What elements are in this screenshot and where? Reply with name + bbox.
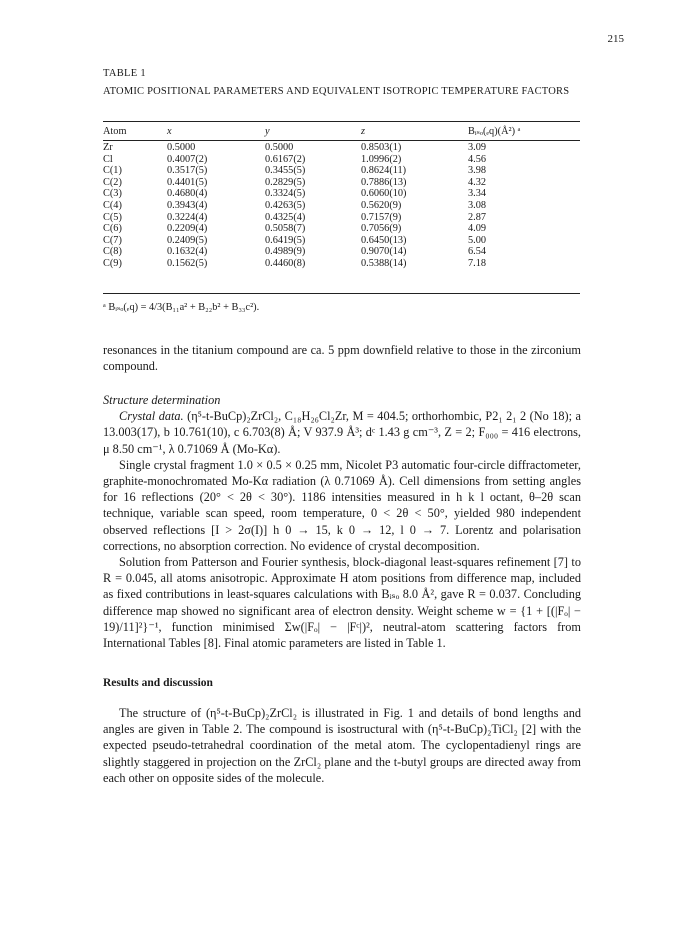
- table-cell: 4.09: [468, 223, 487, 235]
- column-header: Bᵢₛₒ(ₑq)(Å²) ᵃ: [468, 126, 521, 137]
- table-header-row: [103, 124, 580, 142]
- column-header: Atom: [103, 125, 127, 137]
- crystal-data-text: (η⁵-t-BuCp)₂ZrCl₂, C₁₈H₂₆Cl₂Zr, M = 404.5; orthorhombic, P2₁ 2₁ 2 (No 18); a 13.003(17), b 10.761(10), c 6.703(8) Å; V 937.9 Å³; dᶜ 1.43 g cm⁻³, Z = 2; F₀₀₀ = 416 electrons, μ 8.50 cm⁻¹, λ 0.71069 Å (Mo-Kα).: [103, 409, 582, 456]
- table-cell: C(1): [103, 165, 122, 177]
- column-header: z: [361, 125, 366, 137]
- table-footnote: ᵃ Bᵢₛₒ(ₑq) = 4/3(B₁₁a² + B₂₂b² + B₃₃c²).: [103, 302, 260, 313]
- table-cell: 0.3517(5): [167, 165, 208, 177]
- table-cell: 0.8503(1): [361, 142, 402, 153]
- table-row: [103, 258, 580, 270]
- table-row: [103, 246, 580, 258]
- table-row: [103, 165, 580, 177]
- table-cell: Zr: [103, 142, 113, 153]
- table-cell: 1.0996(2): [361, 153, 402, 165]
- table-row: [103, 200, 580, 212]
- table-cell: Cl: [103, 153, 113, 165]
- table-cell: 0.7157(9): [361, 211, 402, 223]
- column-header: y: [265, 125, 270, 137]
- table-cell: 0.7056(9): [361, 223, 402, 235]
- table-cell: 0.6419(5): [265, 234, 306, 246]
- refinement-paragraph: Solution from Patterson and Fourier synthesis, block-diagonal least-squares refinement [7] to R = 0.045, all atoms anisotropic. Approximate H atom positions from difference map, included as fixed contributions in least-squares calculations with Bᵢₛₒ 8.0 Å², gave R = 0.037. Concluding difference map showed no significant area of electron density. Weight scheme w = {1 + [(|Fₒ| − 19)/11]²}⁻¹, function minimised Σw(|Fₒ| − |Fᶜ|)², neutral-atom scattering factors from International Tables [8]. Final atomic parameters are listed in Table 1.: [103, 555, 581, 651]
- table-cell: 3.98: [468, 165, 487, 177]
- table-cell: 4.56: [468, 153, 487, 165]
- crystal-data-label: Crystal data.: [119, 409, 184, 424]
- crystal-data-paragraph: [103, 408, 581, 457]
- table-label: TABLE 1: [103, 68, 146, 79]
- table-cell: 0.4263(5): [265, 199, 306, 211]
- table-cell: 0.2829(5): [265, 176, 306, 188]
- table-row: [103, 177, 580, 189]
- table-cell: 0.4460(8): [265, 257, 306, 269]
- structure-section: [103, 392, 581, 651]
- table-cell: 0.3224(4): [167, 211, 208, 223]
- table-cell: 0.2409(5): [167, 234, 208, 246]
- table-cell: 4.32: [468, 176, 487, 188]
- table-cell: 0.1562(5): [167, 257, 208, 269]
- table-row: [103, 235, 580, 247]
- table-cell: 0.4325(4): [265, 211, 306, 223]
- table-cell: 0.8624(11): [361, 165, 407, 177]
- table-cell: 5.00: [468, 234, 487, 246]
- table-cell: C(7): [103, 234, 122, 246]
- table-cell: 2.87: [468, 211, 487, 223]
- table-cell: 0.5000: [167, 142, 196, 153]
- page-number: 215: [607, 33, 624, 45]
- intro-paragraph-block: [103, 342, 581, 374]
- table-row: [103, 188, 580, 200]
- table-bottom-rule: [103, 293, 580, 294]
- table-row: [103, 142, 580, 154]
- table-cell: 0.5000: [265, 142, 294, 153]
- table-cell: 0.6450(13): [361, 234, 407, 246]
- table-cell: C(3): [103, 188, 122, 200]
- table-cell: 0.4989(9): [265, 246, 306, 258]
- table-cell: 0.3455(5): [265, 165, 306, 177]
- table-row: [103, 154, 580, 166]
- table-cell: 7.18: [468, 257, 487, 269]
- table-cell: 0.2209(4): [167, 223, 208, 235]
- table-cell: 0.9070(14): [361, 246, 407, 258]
- table-row: [103, 223, 580, 235]
- data-collection-paragraph: Single crystal fragment 1.0 × 0.5 × 0.25 mm, Nicolet P3 automatic four-circle diffractometer, graphite-monochromated Mo-Kα radiation (λ 0.71069 Å). Cell dimensions from setting angles for 16 reflections (20° < 2θ < 30°). 1186 intensities measured in h k l octant, θ–2θ scan technique, variable scan speed, room temperature, 0 < 2θ < 50°, yielded 980 independent observed reflections [I > 2σ(I)] h 0 → 15, k 0 → 12, l 0 → 7. Lorentz and polarisation corrections, no absorption correction. No evidence of crystal decomposition.: [103, 457, 581, 553]
- table-cell: C(2): [103, 176, 122, 188]
- table-cell: C(4): [103, 199, 122, 211]
- table-cell: 0.4401(5): [167, 176, 208, 188]
- table-cell: 3.34: [468, 188, 487, 200]
- table-row: [103, 212, 580, 224]
- table-cell: 6.54: [468, 246, 487, 258]
- table-cell: 0.6060(10): [361, 188, 407, 200]
- table-cell: C(8): [103, 246, 122, 258]
- table-caption: ATOMIC POSITIONAL PARAMETERS AND EQUIVALENT ISOTROPIC TEMPERATURE FACTORS: [103, 86, 570, 97]
- table-cell: 0.5620(9): [361, 199, 402, 211]
- structure-heading: Structure determination: [103, 393, 221, 407]
- table-top-rule: [103, 121, 580, 122]
- table-cell: 0.5388(14): [361, 257, 407, 269]
- results-section: [103, 705, 581, 786]
- table-cell: 0.3943(4): [167, 199, 208, 211]
- table-cell: 0.5058(7): [265, 223, 306, 235]
- table-cell: 0.4680(4): [167, 188, 208, 200]
- table-cell: C(9): [103, 257, 122, 269]
- table-cell: 0.4007(2): [167, 153, 208, 165]
- table-cell: C(6): [103, 223, 122, 235]
- results-paragraph: The structure of (η⁵-t-BuCp)₂ZrCl₂ is illustrated in Fig. 1 and details of bond lengths and angles are given in Table 2. The compound is isostructural with (η⁵-t-BuCp)₂TiCl₂ [2] with the expected pseudo-tetrahedral coordination of the metal atom. The cyclopentadienyl rings are slightly staggered in projection on the ZrCl₂ plane and the t-butyl groups are directed away from each other on opposite sides of the molecule.: [103, 706, 581, 785]
- table-cell: 0.6167(2): [265, 153, 306, 165]
- table-cell: 3.09: [468, 142, 487, 153]
- intro-paragraph: resonances in the titanium compound are ca. 5 ppm downfield relative to those in the zirconium compound.: [103, 343, 581, 374]
- table-cell: 3.08: [468, 199, 487, 211]
- table-cell: 0.7886(13): [361, 176, 407, 188]
- column-header: x: [167, 125, 172, 137]
- results-heading: Results and discussion: [103, 677, 213, 689]
- atomic-parameters-table: [103, 124, 580, 270]
- table-cell: 0.3324(5): [265, 188, 306, 200]
- table-cell: C(5): [103, 211, 122, 223]
- table-cell: 0.1632(4): [167, 246, 208, 258]
